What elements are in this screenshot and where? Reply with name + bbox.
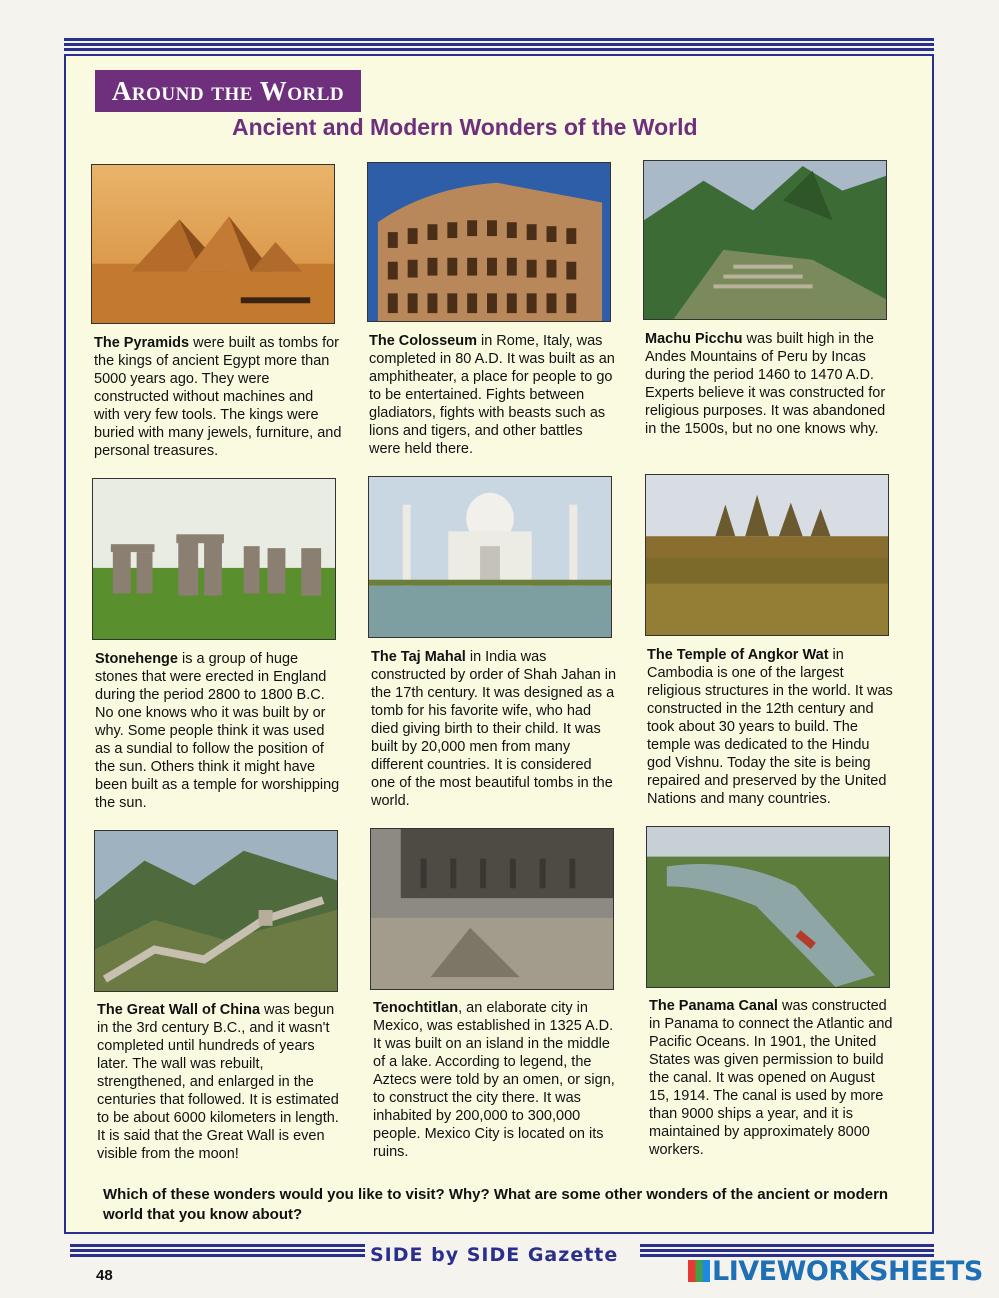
wonder-name: The Panama Canal: [649, 998, 778, 1014]
wonder-text: was built high in the Andes Mountains of Peru by Incas during the period 1460 to 1470 A.D. Experts believe it was constructed for religious purposes. It was abandoned in the 1500s, but no one knows why.: [645, 331, 886, 437]
wonder-text: was constructed in Panama to connect the Atlantic and Pacific Oceans. In 1901, the United States was given permission to build the canal. It was opened on August 15, 1914. The canal is used by more than 9000 ships a year, and it is maintained by approximately 8000 workers.: [649, 998, 893, 1158]
wonder-text: in India was constructed by order of Shah Jahan in the 17th century. It was designed as a tomb for his favorite wife, who had died giving birth to their child. It was built by 20,000 men from many different countries. It is considered one of the most beautiful tombs in the world.: [371, 649, 617, 809]
wonder-caption-7: [97, 1001, 345, 1163]
wonder-caption-2: [369, 332, 617, 458]
angkor-wat-photo: [645, 474, 889, 636]
discussion-question: Which of these wonders would you like to visit? Why? What are some other wonders of the ancient or modern world that you know about?: [103, 1186, 889, 1223]
top-rule: [64, 38, 934, 52]
wonder-text: in Cambodia is one of the largest religious structures in the world. It was constructed in the 12th century and took about 30 years to build. The temple was dedicated to the Hindu god Vishnu. Today the site is being repaired and preserved by the United Nations and many countries.: [647, 647, 893, 807]
machu-picchu-photo: [643, 160, 887, 320]
wonder-name: Tenochtitlan: [373, 1000, 459, 1016]
wonder-name: The Taj Mahal: [371, 649, 466, 665]
liveworksheets-icon: [688, 1260, 710, 1282]
wonder-text: , an elaborate city in Mexico, was established in 1325 A.D. It was built on an island in the middle of a lake. According to legend, the Aztecs were told by an omen, or sign, to construct the city there. It was inhabited by 200,000 to 300,000 people. Mexico City is located on its ruins.: [373, 1000, 615, 1160]
section-tag: Around the World: [95, 70, 361, 112]
wonder-caption-9: [649, 997, 897, 1159]
wonder-caption-5: [371, 648, 619, 810]
watermark-text: LIVEWORKSHEETS: [712, 1256, 983, 1287]
colosseum-photo: [367, 162, 611, 322]
wonder-caption-6: [647, 646, 895, 808]
liveworksheets-logo: [688, 1256, 983, 1287]
wonder-text: were built as tombs for the kings of ancient Egypt more than 5000 years ago. They were constructed without machines and with very few tools. The kings were buried with many jewels, furniture, and personal treasures.: [94, 335, 342, 459]
wonder-name: The Great Wall of China: [97, 1002, 261, 1018]
wonder-text: in Rome, Italy, was completed in 80 A.D. It was built as an amphitheater, a place for people to go to be entertained. Fights between gladiators, fights with beasts such as lions and tigers, and other battles were held there.: [369, 333, 615, 457]
footer-rule-left: [70, 1244, 365, 1258]
wonder-text: is a group of huge stones that were erected in England during the period 2800 to 1800 B.C. No one knows who it was built by or why. Some people think it was used as a sundial to follow the position of the sun. Others think it might have been built as a temple for worshipping the sun.: [95, 651, 340, 811]
wonder-name: Machu Picchu: [645, 331, 743, 347]
pyramids-photo: [91, 164, 335, 324]
wonder-caption-4: [95, 650, 343, 812]
wonder-text: was begun in the 3rd century B.C., and it wasn't completed until hundreds of years later. The wall was rebuilt, strengthened, and enlarged in the centuries that followed. It is estimated to be about 6000 kilometers in length. It is said that the Great Wall is even visible from the moon!: [97, 1002, 339, 1162]
wonder-caption-8: [373, 999, 621, 1161]
great-wall-photo: [94, 830, 338, 992]
wonder-name: Stonehenge: [95, 651, 178, 667]
gazette-logo: SIDE by SIDE Gazette: [370, 1244, 619, 1266]
page-title: Ancient and Modern Wonders of the World: [232, 114, 698, 140]
wonder-caption-3: [645, 330, 893, 438]
page-number: 48: [96, 1267, 113, 1284]
panama-canal-photo: [646, 826, 890, 988]
wonder-name: The Pyramids: [94, 335, 190, 351]
stonehenge-photo: [92, 478, 336, 640]
wonder-name: The Temple of Angkor Wat: [647, 647, 829, 663]
taj-mahal-photo: [368, 476, 612, 638]
wonder-caption-1: [94, 334, 342, 460]
wonder-name: The Colosseum: [369, 333, 477, 349]
tenochtitlan-photo: [370, 828, 614, 990]
